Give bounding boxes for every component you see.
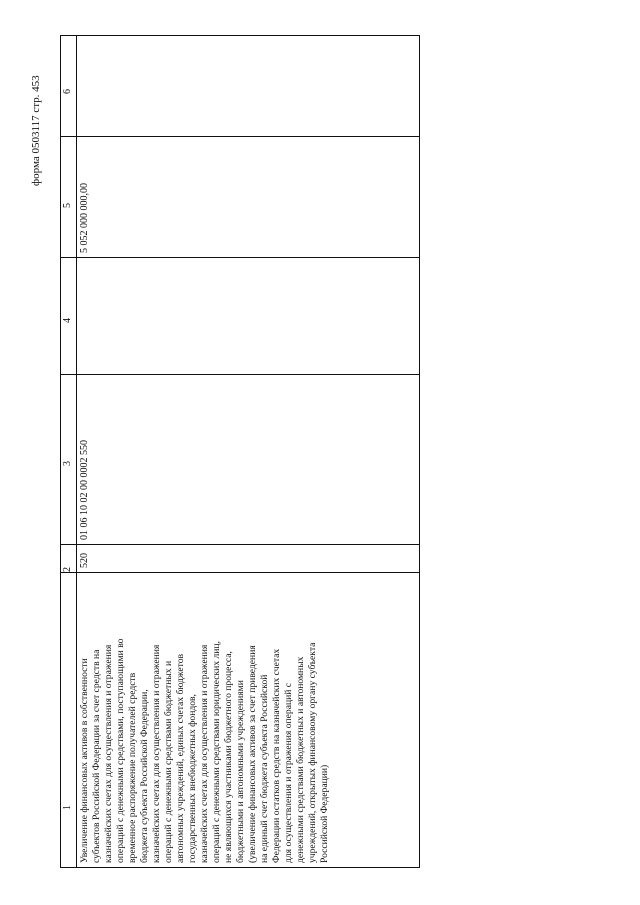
row-name-line: (увеличение финансовых активов за счет приведения <box>247 645 258 863</box>
row-name-line: учреждений, открытых финансовому органу субъекта <box>307 642 318 863</box>
row-name-line: для осуществления и отражения операций с <box>283 682 294 863</box>
colnum-3: 3 <box>62 461 73 466</box>
row-name-line: операций с денежными средствами юридических лиц, <box>211 641 222 863</box>
row-name-line: казначейских счетах для осуществления и отражения <box>199 644 210 863</box>
colnum-2: 2 <box>62 567 73 572</box>
row-name-line: денежными средствами бюджетных и автономных <box>295 656 306 863</box>
page-header <box>24 16 48 186</box>
row-name-line: автономных учреждений, единых счетах бюджетов <box>175 653 186 863</box>
row-name-text <box>77 573 407 867</box>
column-divider <box>61 136 419 137</box>
line-code-cell: 520 <box>79 553 90 568</box>
row-name-line: казначейских счетах для осуществления и отражения <box>103 644 114 863</box>
row-name-line: казначейских счетах для осуществления и отражения <box>151 644 162 863</box>
row-name-line: операций с денежными средствами, поступающими во <box>115 638 126 863</box>
row-name-cell <box>77 573 407 867</box>
colnum-4: 4 <box>62 318 73 323</box>
colnum-6: 6 <box>62 89 73 94</box>
row-name-line: Российской Федерации) <box>319 764 330 863</box>
colnum-5: 5 <box>62 203 73 208</box>
row-name-line: бюджетными и автономными учреждениями <box>235 680 246 863</box>
col4-cell <box>79 370 91 480</box>
amount-cell: 5 052 000 000,00 <box>79 183 90 253</box>
form-page-label: форма 0503117 стр. 453 <box>30 75 42 186</box>
row-name-line: не являющихся участниками бюджетного процесса, <box>223 651 234 863</box>
column-divider <box>61 257 419 258</box>
row-name-line: государственных внебюджетных фондов, <box>187 694 198 863</box>
row-name-line: операций с денежными средствами бюджетных и <box>163 660 174 863</box>
row-name-line: бюджета субъекта Российской Федерации, <box>139 689 150 863</box>
col6-cell <box>79 132 91 222</box>
colnum-1: 1 <box>62 805 73 810</box>
source-code-cell: 01 06 10 02 00 0002 550 <box>79 440 90 540</box>
column-divider <box>61 544 419 545</box>
row-name-line: Федерации остатков средств на казначейских счетах <box>271 648 282 863</box>
budget-table <box>60 35 420 868</box>
row-name-line: временное распоряжение получателей средств <box>127 672 138 863</box>
row-name-line: Увеличение финансовых активов в собственности <box>79 658 90 863</box>
row-name-line: субъектов Российской Федерации за счет средств на <box>91 649 102 863</box>
column-divider <box>61 374 419 375</box>
row-name-line: на единый счет бюджета субъекта Российской <box>259 674 270 863</box>
